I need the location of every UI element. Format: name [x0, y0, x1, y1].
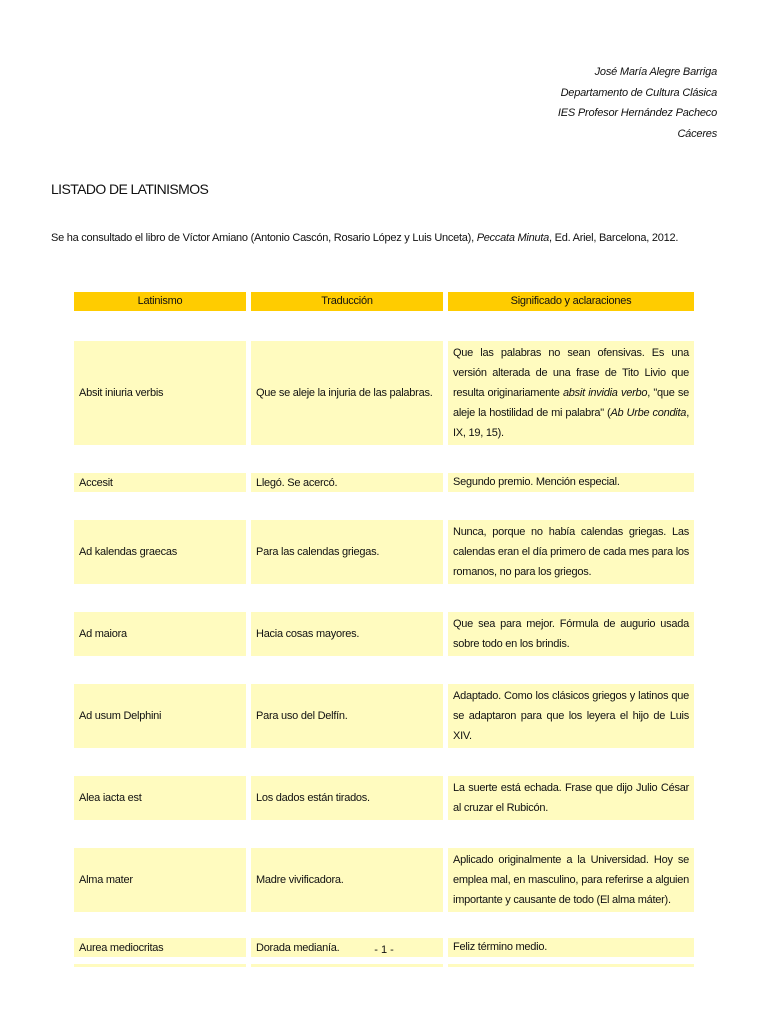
significado-text: Que sea para mejor. Fórmula de augurio usada sobre todo en los brindis. — [453, 618, 689, 650]
traduccion-cell: Hacia cosas mayores. — [251, 612, 443, 656]
latinismo-cell: Ad maiora — [74, 612, 246, 656]
book-title: Peccata Minuta — [476, 232, 550, 244]
significado-text: Segundo premio. Mención especial. — [453, 476, 620, 488]
significado-cell — [448, 473, 694, 492]
significado-text: Nunca, porque no había calendas griegas. Las calendas eran el día primero de cada mes para los romanos, no para los griegos. — [453, 526, 689, 578]
intro-text-start: Se ha consultado el libro de Víctor Amiano (Antonio Cascón, Rosario López y Luis Unceta), — [51, 232, 477, 244]
table-row — [74, 684, 694, 748]
significado-text: , IX, 19, 15). — [453, 407, 689, 439]
significado-cell — [448, 341, 694, 445]
latinismo-cell: Alma mater — [74, 848, 246, 912]
author-header — [357, 62, 717, 144]
page-number: - 1 - — [374, 944, 394, 956]
latinismo-cell: Aurea mediocritas — [74, 938, 246, 957]
table-row — [74, 848, 694, 912]
column-header-significado: Significado y aclaraciones — [448, 292, 694, 311]
significado-cell — [448, 848, 694, 912]
table-row — [74, 612, 694, 656]
traduccion-cell: Los dados están tirados. — [251, 776, 443, 820]
significado-cell — [448, 684, 694, 748]
significado-text: Adaptado. Como los clásicos griegos y latinos que se adaptaron para que los leyera el hijo de Luis XIV. — [453, 690, 689, 742]
department-name: Departamento de Cultura Clásica — [560, 86, 717, 99]
author-name: José María Alegre Barriga — [594, 66, 717, 78]
table-row — [74, 776, 694, 820]
latinisms-table — [74, 292, 694, 967]
significado-italic-text: Ab Urbe condita — [610, 407, 687, 419]
column-header-traduccion: Traducción — [251, 292, 443, 311]
table-row — [74, 341, 694, 445]
traduccion-cell: Llegó. Se acercó. — [251, 473, 443, 492]
table-body — [74, 341, 694, 957]
table-row — [74, 473, 694, 492]
significado-text: Feliz término medio. — [453, 941, 548, 953]
traduccion-cell: Para las calendas griegas. — [251, 520, 443, 584]
table-header — [74, 292, 694, 311]
intro-text-end: , Ed. Ariel, Barcelona, 2012. — [549, 232, 679, 244]
latinismo-cell: Accesit — [74, 473, 246, 492]
significado-text: Que las palabras no sean ofensivas. Es una versión alterada de una frase de Tito Livio que resulta originariamente — [453, 347, 689, 399]
significado-italic-text: absit invidia verbo — [562, 387, 648, 399]
city-name: Cáceres — [677, 127, 717, 140]
significado-text: , "que se aleje la hostilidad de mi palabra" ( — [453, 387, 689, 419]
latinismo-cell: Absit iniuria verbis — [74, 341, 246, 445]
latinismo-cell: Alea iacta est — [74, 776, 246, 820]
table-row — [74, 520, 694, 584]
table-bottom-edge — [74, 964, 694, 967]
traduccion-cell: Dorada medianía. — [251, 938, 443, 957]
latinismo-cell: Ad usum Delphini — [74, 684, 246, 748]
intro-paragraph — [51, 232, 731, 244]
traduccion-cell: Madre vivificadora. — [251, 848, 443, 912]
school-name: IES Profesor Hernández Pacheco — [557, 107, 717, 119]
document-title: LISTADO DE LATINISMOS — [51, 181, 209, 197]
latinismo-cell: Ad kalendas graecas — [74, 520, 246, 584]
significado-text: La suerte está echada. Frase que dijo Julio César al cruzar el Rubicón. — [453, 782, 689, 814]
significado-cell — [448, 520, 694, 584]
traduccion-cell: Para uso del Delfín. — [251, 684, 443, 748]
significado-text: Aplicado originalmente a la Universidad. Hoy se emplea mal, en masculino, para referirse a alguien importante y causante de todo (El alma máter). — [453, 854, 689, 906]
significado-cell — [448, 776, 694, 820]
significado-cell — [448, 612, 694, 656]
column-header-latinismo: Latinismo — [74, 292, 246, 311]
traduccion-cell: Que se aleje la injuria de las palabras. — [251, 341, 443, 445]
